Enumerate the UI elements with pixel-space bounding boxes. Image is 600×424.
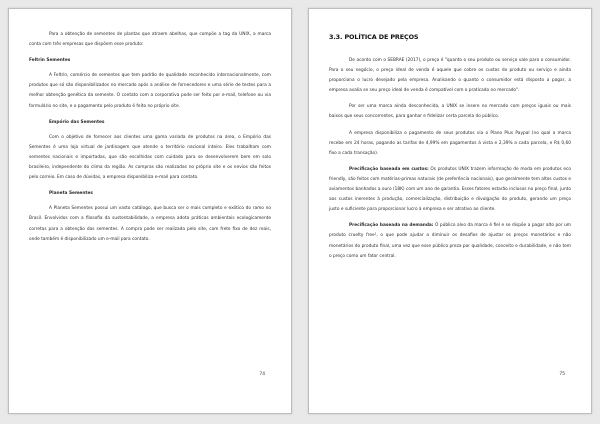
market-paragraph: Por ser uma marca ainda desconhecida, a UNIX se insere no mercado com preços iguais ou mais baixos que seus concorrentes, para ganhar e fidelizar certa parcela do público. bbox=[329, 104, 571, 120]
section-title: 3.3. POLÍTICA DE PREÇOS bbox=[329, 33, 419, 41]
supplier-heading-emporio: Empório das Sementes bbox=[49, 119, 105, 125]
pricing-demand-label: Precificação baseada na demanda: bbox=[349, 223, 434, 229]
pricing-demand-text: O público alvo da marca é fiel e se dispõe a pagar alto por um produto cruelty free¹, o que pode ajudar a diminuir os desafios de ajustar os preços monetários e não monetários do produto final, uma vez que esse público preza por qualidade, conceito e durabilidade, e não tem o preço como um fator central. bbox=[329, 223, 571, 259]
supplier-text-planeta: A Planeta Sementes possui um vasto catálogo, que busca ser o mais completo e exótico do ramo no Brasil. Envolvidos com a filosofia da sustentabilidade, a empresa adota práticas ambientais ecologicamente corretas para a obtenção das sementes. A compra pode ser realizada pelo site, com frete fixo de dez reais, onde também é disponibilizado um e-mail para contato. bbox=[29, 206, 271, 242]
supplier-text-feltrin: A Feltrin, comércio de sementes que tem padrão de qualidade reconhecido internacionalmente, com produtos que só são disponibilizados no mercado após a análise de fornecedores e uma série de testes para a melhor obtenção genética da semente. O contato com a corporativa pode ser feito por e-mail, telefone ou via formulário no site, e o pagamento pelo produto é feito no próprio site. bbox=[29, 73, 271, 109]
left-page-content bbox=[29, 30, 271, 251]
pricing-costs-text: Os produtos UNIX trazem informação de moda em produtos eco friendly, são feitos com matérias-primas naturais (de preferência nacionais), que geralmente tem altos custos e aviamentos banhados a ouro (18K) com um ano de garantia. Esses fatores estarão inclusos no preço final, junto aos custos inerentes à produção, comercialização, distribuição e divulgação do produto, gerando um preço justo e suficiente para proporcionar lucro à empresa e ser atrativo ao cliente. bbox=[329, 166, 571, 213]
pricing-demand-paragraph bbox=[329, 221, 571, 261]
pricing-costs-label: Precificação baseada em custos: bbox=[349, 166, 429, 172]
right-page-content bbox=[329, 33, 571, 268]
payment-paragraph: A empresa disponibiliza o pagamento de seus produtos via o Plano Plus Paypal (no qual a marca recebe em 24 horas, pagando as tarifas de 4,99% em pagamentos à vista e 2,39% a cada parcela, e R$ 0,60 fixo a cada transação). bbox=[329, 130, 571, 156]
supplier-heading-feltrin: Feltrin Sementes bbox=[29, 58, 71, 64]
supplier-text-emporio: Com o objetivo de fornecer aos clientes uma gama variada de produtos na área, o Empório das Sementes é uma loja virtual de jardinagem que atende o território nacional inteiro. Eles trabalham com sementes nacionais e importadas, que são escolhidas com cuidado para se desenvolverem bem em solo brasileiro, independente do clima da região. As compras são realizadas no próprio site e os envios são feitos pelo correio. Em caso de dúvidas, a empresa disponibiliza e-mail para contato. bbox=[29, 134, 271, 181]
pricing-costs-paragraph bbox=[329, 165, 571, 215]
sebrae-paragraph: De acordo com o SEBRAE (2017), o preço é "quanto o seu produto ou serviço vale para o consumidor. Para o seu negócio, o preço ideal de venda é aquele que cobre os custos do produto ou serviço e ainda proporciona o lucro desejado pela empresa. Analisando o quanto o consumidor está disposto a pagar, a empresa avalia se seu preço ideal de venda é compatível com o praticado no mercado". bbox=[329, 58, 571, 94]
supplier-heading-planeta: Planeta Sementes bbox=[49, 191, 93, 197]
left-page bbox=[8, 8, 292, 414]
page-number-right: 75 bbox=[559, 372, 565, 377]
intro-paragraph: Para a obtenção de sementes de plantas que atraem abelhas, que compõe a tag da UNIX, a marca conta com três empresas que dispõem esse produto: bbox=[29, 32, 271, 48]
right-page bbox=[308, 8, 592, 414]
page-number-left: 74 bbox=[259, 372, 265, 377]
